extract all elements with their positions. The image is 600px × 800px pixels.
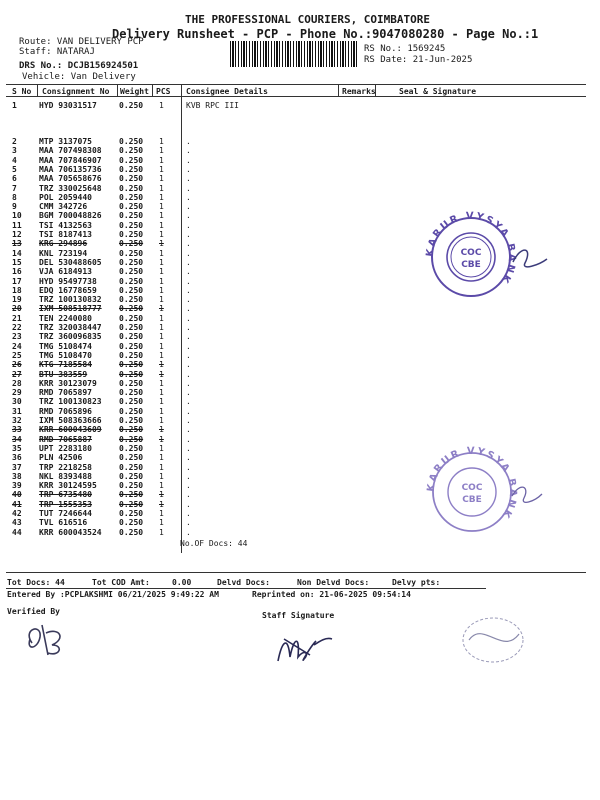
row-consignment-no: TMG 5108474 (39, 341, 92, 351)
row-consignee: . (186, 192, 191, 202)
table-row (0, 184, 600, 193)
table-row (0, 425, 600, 434)
row-consignment-no: MAA 707498308 (39, 146, 102, 156)
row-consignee: . (186, 434, 191, 444)
total-cod-value: 0.00 (172, 578, 192, 587)
row-consignee: . (186, 267, 191, 277)
row-sno: 25 (12, 350, 22, 360)
row-consignment-no: KRR 600043609 (39, 425, 102, 435)
table-row (0, 156, 600, 165)
row-weight: 0.250 (119, 313, 144, 323)
row-weight: 0.250 (119, 220, 144, 230)
row-sno: 14 (12, 248, 22, 258)
row-consignment-no: TVL 616516 (39, 518, 88, 528)
table-bottom-rule (6, 572, 586, 573)
row-weight: 0.250 (119, 425, 144, 435)
row-consignment-no: TRZ 100130832 (39, 295, 102, 305)
row-consignment-no: HYD 93031517 (39, 101, 97, 110)
no-of-docs: No.OF Docs: 44 (180, 539, 248, 548)
row-weight: 0.250 (119, 518, 144, 528)
col-divider (37, 84, 38, 97)
non-delivered-docs: Non Delvd Docs: (297, 578, 370, 587)
row-consignment-no: RMD 7065897 (39, 388, 92, 398)
row-pcs: 1 (159, 137, 164, 146)
table-header-rule (6, 96, 586, 97)
row-consignee: . (186, 360, 191, 370)
row-pcs: 1 (159, 378, 164, 388)
row-pcs: 1 (159, 434, 164, 444)
verified-signature (20, 615, 70, 660)
row-consignment-no: IXM 508363666 (39, 416, 102, 425)
row-consignee: . (186, 276, 191, 286)
row-weight: 0.250 (119, 248, 144, 258)
row-consignment-no: UPT 2283180 (39, 443, 92, 453)
row-sno: 37 (12, 462, 22, 472)
row-pcs: 1 (159, 211, 164, 221)
col-header-consignment: Consignment No (42, 87, 110, 96)
row-pcs: 1 (159, 406, 164, 416)
row-sno: 12 (12, 230, 22, 239)
table-row (0, 323, 600, 332)
row-sno: 43 (12, 518, 22, 528)
row-pcs: 1 (159, 101, 164, 110)
stamp-inner-top: COC (461, 483, 483, 493)
row-consignee: . (186, 416, 191, 425)
row-weight: 0.250 (119, 230, 144, 239)
row-sno: 15 (12, 257, 22, 267)
row-consignee: . (186, 164, 191, 174)
row-consignment-no: MAA 705658676 (39, 174, 102, 184)
row-pcs: 1 (159, 369, 164, 379)
row-consignee: . (186, 350, 191, 360)
row-consignee: KVB RPC III (186, 101, 239, 110)
table-row (0, 304, 600, 313)
total-docs: Tot Docs: 44 (7, 578, 65, 587)
row-pcs: 1 (159, 239, 164, 249)
col-header-remarks: Remarks (342, 87, 376, 96)
row-weight: 0.250 (119, 471, 144, 481)
row-pcs: 1 (159, 397, 164, 407)
row-pcs: 1 (159, 443, 164, 453)
row-sno: 4 (12, 155, 17, 165)
row-consignee: . (186, 490, 191, 500)
table-row (0, 397, 600, 406)
row-consignee: . (186, 323, 191, 332)
row-consignment-no: KNL 723194 (39, 248, 88, 258)
stamp-ring-text: KARUR VYSYA BANK (424, 210, 518, 286)
table-row (0, 332, 600, 341)
row-sno: 10 (12, 211, 22, 221)
row-sno: 9 (12, 202, 17, 212)
row-consignee: . (186, 462, 191, 472)
row-pcs: 1 (159, 471, 164, 481)
staff-label: Staff: NATARAJ (19, 47, 95, 57)
row-sno: 6 (12, 174, 17, 184)
vehicle-label: Vehicle: Van Delivery (22, 72, 136, 82)
row-sno: 36 (12, 453, 22, 463)
row-weight: 0.250 (119, 434, 144, 444)
table-row (0, 407, 600, 416)
row-weight: 0.250 (119, 183, 144, 193)
row-weight: 0.250 (119, 101, 144, 110)
row-weight: 0.250 (119, 499, 144, 509)
row-weight: 0.250 (119, 155, 144, 165)
row-consignment-no: POL 2059440 (39, 192, 92, 202)
row-consignee: . (186, 239, 191, 249)
row-sno: 42 (12, 509, 22, 518)
row-weight: 0.250 (119, 443, 144, 453)
row-sno: 39 (12, 481, 22, 491)
drs-number: DRS No.: DCJB156924501 (19, 61, 139, 71)
row-consignment-no: TRZ 360096835 (39, 332, 102, 342)
company-name: THE PROFESSIONAL COURIERS, COIMBATORE (185, 13, 431, 26)
stamp-inner-bottom: CBE (462, 495, 482, 505)
row-pcs: 1 (159, 146, 164, 156)
delivered-docs: Delvd Docs: (217, 578, 270, 587)
row-weight: 0.250 (119, 527, 144, 537)
bank-stamp-top (421, 207, 551, 297)
table-row (0, 342, 600, 351)
row-weight: 0.250 (119, 453, 144, 463)
row-consignee: . (186, 443, 191, 453)
row-sno: 5 (12, 164, 17, 174)
row-weight: 0.250 (119, 369, 144, 379)
row-sno: 34 (12, 434, 22, 444)
row-pcs: 1 (159, 332, 164, 342)
rs-number: RS No.: 1569245 (364, 44, 446, 54)
row-pcs: 1 (159, 323, 164, 332)
col-header-sno: S No (12, 87, 32, 96)
row-sno: 44 (12, 527, 22, 537)
row-consignee: . (186, 285, 191, 295)
verified-by-label: Verified By (7, 607, 60, 616)
row-sno: 20 (12, 304, 22, 314)
row-consignee: . (186, 471, 191, 481)
row-consignee: . (186, 211, 191, 221)
row-sno: 33 (12, 425, 22, 435)
row-pcs: 1 (159, 509, 164, 518)
row-pcs: 1 (159, 462, 164, 472)
row-consignee: . (186, 453, 191, 463)
col-divider (338, 84, 339, 97)
stamp-inner-top: COC (460, 248, 482, 258)
row-consignee: . (186, 230, 191, 239)
row-sno: 13 (12, 239, 22, 249)
stamp-inner-bottom: CBE (461, 260, 481, 270)
table-row (0, 416, 600, 425)
row-consignee: . (186, 183, 191, 193)
row-weight: 0.250 (119, 397, 144, 407)
row-sno: 8 (12, 192, 17, 202)
row-pcs: 1 (159, 360, 164, 370)
row-pcs: 1 (159, 164, 164, 174)
row-pcs: 1 (159, 174, 164, 184)
row-pcs: 1 (159, 350, 164, 360)
row-sno: 26 (12, 360, 22, 370)
row-sno: 38 (12, 471, 22, 481)
barcode (230, 41, 358, 67)
row-sno: 35 (12, 443, 22, 453)
col-header-consignee: Consignee Details (186, 87, 268, 96)
row-sno: 30 (12, 397, 22, 407)
row-weight: 0.250 (119, 257, 144, 267)
reprinted-on: Reprinted on: 21-06-2025 09:54:14 (252, 590, 411, 599)
row-consignee: . (186, 425, 191, 435)
bank-stamp-bottom (422, 446, 552, 536)
row-consignee: . (186, 257, 191, 267)
row-sno: 19 (12, 295, 22, 305)
row-weight: 0.250 (119, 174, 144, 184)
row-sno: 11 (12, 220, 22, 230)
row-consignee: . (186, 341, 191, 351)
row-sno: 40 (12, 490, 22, 500)
row-consignee: . (186, 388, 191, 398)
delivery-points: Delvy pts: (392, 578, 441, 587)
row-pcs: 1 (159, 481, 164, 491)
row-weight: 0.250 (119, 509, 144, 518)
staff-signature (270, 627, 340, 667)
row-sno: 22 (12, 323, 22, 332)
row-consignee: . (186, 202, 191, 212)
row-sno: 24 (12, 341, 22, 351)
row-consignee: . (186, 332, 191, 342)
col-header-weight: Weight (120, 87, 149, 96)
row-consignment-no: RMD 7065887 (39, 434, 92, 444)
row-weight: 0.250 (119, 341, 144, 351)
table-row (0, 165, 600, 174)
row-weight: 0.250 (119, 490, 144, 500)
row-consignment-no: TRZ 100130823 (39, 397, 102, 407)
row-weight: 0.250 (119, 295, 144, 305)
row-sno: 32 (12, 416, 22, 425)
row-weight: 0.250 (119, 416, 144, 425)
row-consignee: . (186, 378, 191, 388)
row-sno: 2 (12, 137, 17, 146)
table-row (0, 174, 600, 183)
faint-stamp-signature (455, 610, 535, 670)
row-pcs: 1 (159, 285, 164, 295)
row-pcs: 1 (159, 518, 164, 528)
row-pcs: 1 (159, 155, 164, 165)
row-sno: 31 (12, 406, 22, 416)
route-label: Route: VAN DELIVERY PCP (19, 37, 144, 47)
row-consignee: . (186, 518, 191, 528)
row-pcs: 1 (159, 257, 164, 267)
row-consignee: . (186, 397, 191, 407)
row-consignment-no: TRP 2218258 (39, 462, 92, 472)
row-consignee: . (186, 527, 191, 537)
row-weight: 0.250 (119, 267, 144, 277)
row-consignment-no: KRR 30124595 (39, 481, 97, 491)
row-consignment-no: TRZ 330025648 (39, 183, 102, 193)
row-weight: 0.250 (119, 304, 144, 314)
row-consignment-no: MAA 707846907 (39, 155, 102, 165)
col-header-pcs: PCS (156, 87, 171, 96)
row-consignment-no: TSI 4132563 (39, 220, 92, 230)
row-consignment-no: CMM 342726 (39, 202, 88, 212)
row-pcs: 1 (159, 453, 164, 463)
row-consignment-no: TRZ 320038447 (39, 323, 102, 332)
row-consignee: . (186, 295, 191, 305)
row-sno: 41 (12, 499, 22, 509)
row-sno: 3 (12, 146, 17, 156)
rs-date: RS Date: 21-Jun-2025 (364, 55, 473, 65)
row-consignee: . (186, 499, 191, 509)
row-consignment-no: KRR 600043524 (39, 527, 102, 537)
row-sno: 18 (12, 285, 22, 295)
row-pcs: 1 (159, 267, 164, 277)
row-consignment-no: TUT 7246644 (39, 509, 92, 518)
row-consignment-no: EDQ 16778659 (39, 285, 97, 295)
row-consignment-no: TRP 1555353 (39, 499, 92, 509)
table-row (0, 314, 600, 323)
row-consignee: . (186, 137, 191, 146)
table-row (0, 379, 600, 388)
table-row (0, 360, 600, 369)
row-consignment-no: MTP 3137075 (39, 137, 92, 146)
row-consignment-no: BGM 700048826 (39, 211, 102, 221)
row-weight: 0.250 (119, 332, 144, 342)
row-weight: 0.250 (119, 350, 144, 360)
row-pcs: 1 (159, 202, 164, 212)
row-pcs: 1 (159, 192, 164, 202)
row-consignee: . (186, 220, 191, 230)
row-sno: 27 (12, 369, 22, 379)
table-top-rule (6, 84, 586, 85)
row-consignment-no: HYD 95497738 (39, 276, 97, 286)
row-consignee: . (186, 304, 191, 314)
entered-by: Entered By :PCPLAKSHMI 06/21/2025 9:49:22 AM (7, 590, 219, 599)
row-consignee: . (186, 146, 191, 156)
row-weight: 0.250 (119, 239, 144, 249)
row-consignee: . (186, 481, 191, 491)
row-pcs: 1 (159, 220, 164, 230)
table-row (0, 370, 600, 379)
row-sno: 29 (12, 388, 22, 398)
row-consignment-no: KRR 30123079 (39, 378, 97, 388)
row-consignment-no: DEL 530488605 (39, 257, 102, 267)
staff-signature-label: Staff Signature (262, 611, 335, 620)
table-row (0, 193, 600, 202)
row-consignee: . (186, 248, 191, 258)
row-weight: 0.250 (119, 406, 144, 416)
row-pcs: 1 (159, 499, 164, 509)
row-pcs: 1 (159, 276, 164, 286)
row-weight: 0.250 (119, 360, 144, 370)
runsheet-title: Delivery Runsheet - PCP - Phone No.:9047080280 - Page No.:1 (112, 27, 539, 41)
row-pcs: 1 (159, 341, 164, 351)
row-pcs: 1 (159, 304, 164, 314)
row-pcs: 1 (159, 490, 164, 500)
row-weight: 0.250 (119, 323, 144, 332)
row-consignment-no: RMD 7065896 (39, 406, 92, 416)
row-pcs: 1 (159, 313, 164, 323)
col-divider (152, 84, 153, 97)
row-sno: 21 (12, 313, 22, 323)
row-weight: 0.250 (119, 378, 144, 388)
table-row (0, 137, 600, 146)
row-pcs: 1 (159, 248, 164, 258)
row-pcs: 1 (159, 183, 164, 193)
table-row (0, 146, 600, 155)
row-weight: 0.250 (119, 137, 144, 146)
stamp-ring-text: KARUR VYSYA BANK (425, 446, 519, 521)
col-divider (117, 84, 118, 97)
row-pcs: 1 (159, 425, 164, 435)
row-consignment-no: MAA 706135736 (39, 164, 102, 174)
row-pcs: 1 (159, 230, 164, 239)
row-consignment-no: TRP 6735480 (39, 490, 92, 500)
row-consignment-no: TEN 2240080 (39, 313, 92, 323)
row-weight: 0.250 (119, 192, 144, 202)
row-consignee: . (186, 509, 191, 518)
row-sno: 17 (12, 276, 22, 286)
row-sno: 16 (12, 267, 22, 277)
row-consignment-no: TMG 5108470 (39, 350, 92, 360)
row-consignment-no: PLN 42506 (39, 453, 83, 463)
row-pcs: 1 (159, 295, 164, 305)
total-cod-label: Tot COD Amt: (92, 578, 150, 587)
row-consignment-no: TSI 8187413 (39, 230, 92, 239)
row-weight: 0.250 (119, 146, 144, 156)
row-consignment-no: NKL 8393488 (39, 471, 92, 481)
row-weight: 0.250 (119, 276, 144, 286)
row-pcs: 1 (159, 416, 164, 425)
col-header-seal: Seal & Signature (399, 87, 477, 96)
row-consignment-no: VJA 6184913 (39, 267, 92, 277)
table-row (0, 101, 600, 110)
row-consignee: . (186, 369, 191, 379)
row-consignment-no: KTG 7185584 (39, 360, 92, 370)
row-weight: 0.250 (119, 481, 144, 491)
table-row (0, 351, 600, 360)
row-weight: 0.250 (119, 211, 144, 221)
row-pcs: 1 (159, 527, 164, 537)
row-consignment-no: IXM 508518777 (39, 304, 102, 314)
row-consignment-no: KRG 294896 (39, 239, 88, 249)
row-sno: 7 (12, 183, 17, 193)
table-row (0, 435, 600, 444)
row-weight: 0.250 (119, 164, 144, 174)
table-row (0, 388, 600, 397)
row-sno: 1 (12, 101, 17, 110)
row-weight: 0.250 (119, 285, 144, 295)
row-consignee: . (186, 174, 191, 184)
row-weight: 0.250 (119, 462, 144, 472)
row-consignee: . (186, 406, 191, 416)
row-pcs: 1 (159, 388, 164, 398)
row-weight: 0.250 (119, 388, 144, 398)
row-consignment-no: BTU 383559 (39, 369, 88, 379)
row-weight: 0.250 (119, 202, 144, 212)
row-sno: 28 (12, 378, 22, 388)
row-consignee: . (186, 313, 191, 323)
row-consignee: . (186, 155, 191, 165)
footer-rule (6, 588, 486, 589)
row-sno: 23 (12, 332, 22, 342)
